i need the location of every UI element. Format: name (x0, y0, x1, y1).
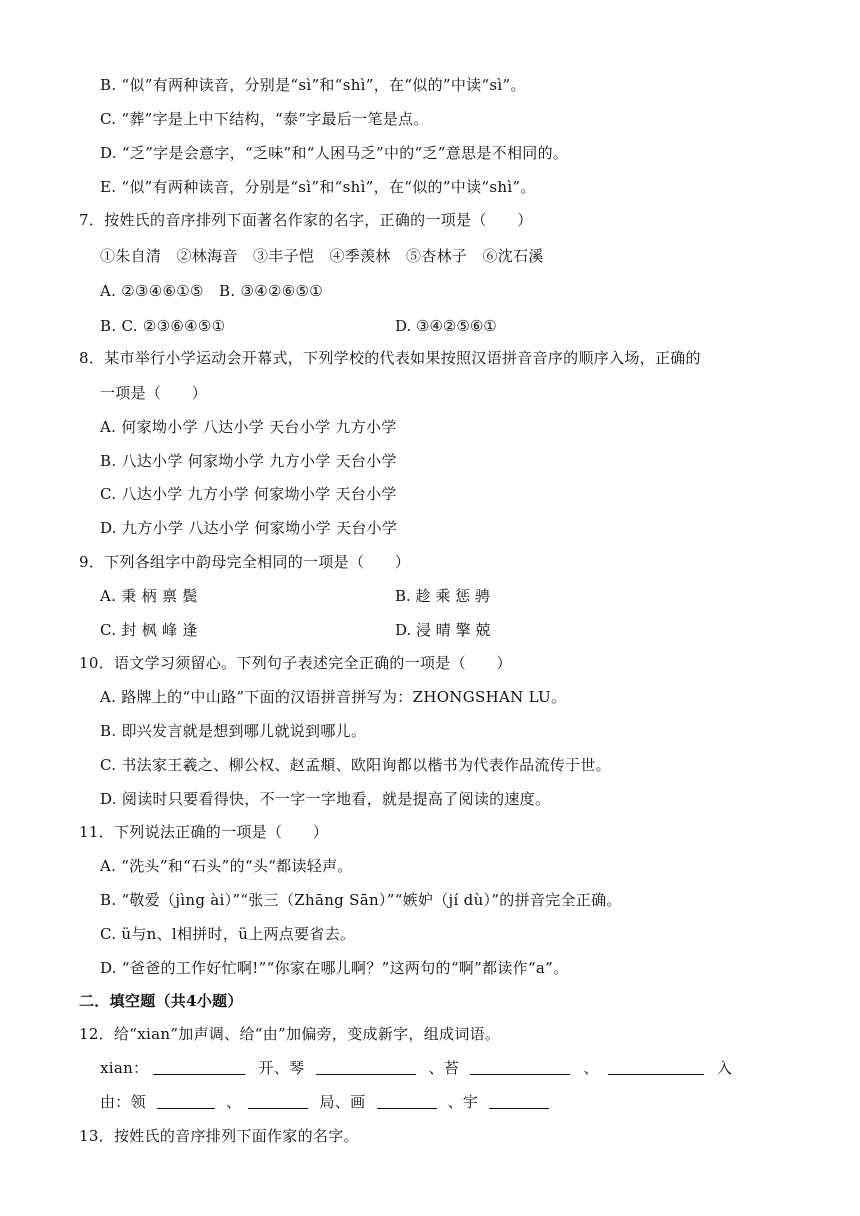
q6-option-d: D. “乏”字是会意字，“乏味”和“人困马乏”中的“乏”意思是不相同的。 (100, 144, 569, 162)
q11-option-d: D. “爸爸的工作好忙啊!”“你家在哪儿啊？”这两句的“啊”都读作“a”。 (100, 959, 569, 977)
q10-option-c: C. 书法家王羲之、柳公权、赵孟頫、欧阳询都以楷书为代表作品流传于世。 (100, 756, 611, 774)
q13-stem: 13．按姓氏的音序排列下面作家的名字。 (79, 1127, 359, 1145)
q6-option-b: B. “似”有两种读音，分别是“sì”和“shì”，在“似的”中读“sì”。 (100, 76, 526, 94)
q10-option-b: B. 即兴发言就是想到哪儿就说到哪儿。 (100, 722, 367, 740)
q9-stem: 9．下列各组字中韵母完全相同的一项是（ ） (79, 553, 411, 571)
q7-option-c: B. C. ②③⑥④⑤① (100, 317, 226, 335)
q7-option-d: D. ③④②⑤⑥① (395, 317, 497, 335)
q8-option-d: D. 九方小学 八达小学 何家坳小学 天台小学 (100, 519, 398, 537)
q9-option-a: A. 秉 柄 禀 鬓 (100, 587, 198, 605)
q12-xian-word-1: 开、琴 (258, 1059, 305, 1077)
q12-xian-blank-4[interactable] (608, 1059, 704, 1075)
q9-option-b: B. 趁 乘 惩 骋 (395, 587, 490, 605)
q7-options-ab: A. ②③④⑥①⑤ B. ③④②⑥⑤① (100, 282, 323, 300)
q12-you-blank-4[interactable] (489, 1093, 549, 1109)
q8-stem-line2: 一项是（ ） (100, 384, 208, 402)
q12-xian-word-2: 、苔 (428, 1059, 460, 1077)
q8-option-b: B. 八达小学 何家坳小学 九方小学 天台小学 (100, 452, 397, 470)
q11-option-b: B. “敬爱（jìng ài）”“张三（Zhāng Sān）”“嫉妒（jí dù）”的拼音完全正确。 (100, 891, 622, 909)
q12-xian-blank-2[interactable] (316, 1059, 416, 1075)
q6-option-c: C. “葬”字是上中下结构，“泰”字最后一笔是点。 (100, 110, 429, 128)
q8-option-a: A. 何家坳小学 八达小学 天台小学 九方小学 (100, 418, 397, 436)
q10-option-d: D. 阅读时只要看得快，不一字一字地看，就是提高了阅读的速度。 (100, 790, 551, 808)
q12-row-you (100, 1091, 549, 1113)
q12-xian-label: xian： (100, 1059, 149, 1077)
q12-xian-word-3: 、 (583, 1059, 599, 1077)
q12-you-blank-1[interactable] (157, 1093, 215, 1109)
section-fill-in-blank-heading: 二．填空题（共4小题） (79, 992, 243, 1010)
q7-names: ①朱自清 ②林海音 ③丰子恺 ④季羡林 ⑤杏林子 ⑥沈石溪 (100, 247, 544, 265)
q12-you-word-3: 、宇 (447, 1093, 479, 1111)
q11-option-a: A. “洗头”和“石头”的“头“都读轻声。 (100, 857, 353, 875)
q8-stem-line1: 8．某市举行小学运动会开幕式，下列学校的代表如果按照汉语拼音音序的顺序入场，正确的 (79, 349, 701, 367)
q11-stem: 11．下列说法正确的一项是（ ） (79, 823, 329, 841)
q11-option-c: C. ü与n、l相拼时，ü上两点要省去。 (100, 925, 356, 943)
q9-option-c: C. 封 枫 峰 逢 (100, 621, 198, 639)
q12-you-word-2: 局、画 (319, 1093, 366, 1111)
q12-xian-word-4: 入 (716, 1059, 733, 1077)
q8-option-c: C. 八达小学 九方小学 何家坳小学 天台小学 (100, 485, 397, 503)
q10-stem: 10．语文学习须留心。下列句子表述完全正确的一项是（ ） (79, 654, 512, 672)
q12-you-blank-2[interactable] (248, 1093, 308, 1109)
q7-stem: 7．按姓氏的音序排列下面著名作家的名字，正确的一项是（ ） (79, 211, 533, 229)
q12-row-xian (100, 1057, 732, 1079)
q10-option-a: A. 路牌上的“中山路”下面的汉语拼音拼写为：ZHONGSHAN LU。 (100, 688, 567, 706)
q6-option-e: E. “似”有两种读音，分别是“sì”和“shì”，在“似的”中读“shì”。 (100, 178, 536, 196)
q9-option-d: D. 浸 晴 擎 兢 (395, 621, 491, 639)
q12-stem: 12．给“xian”加声调、给“由”加偏旁，变成新字，组成词语。 (79, 1025, 501, 1043)
q12-xian-blank-3[interactable] (470, 1059, 570, 1075)
q12-you-blank-3[interactable] (377, 1093, 437, 1109)
q12-you-word-1: 、 (226, 1093, 242, 1111)
q12-you-label: 由：领 (100, 1093, 146, 1111)
q12-xian-blank-1[interactable] (153, 1059, 245, 1075)
